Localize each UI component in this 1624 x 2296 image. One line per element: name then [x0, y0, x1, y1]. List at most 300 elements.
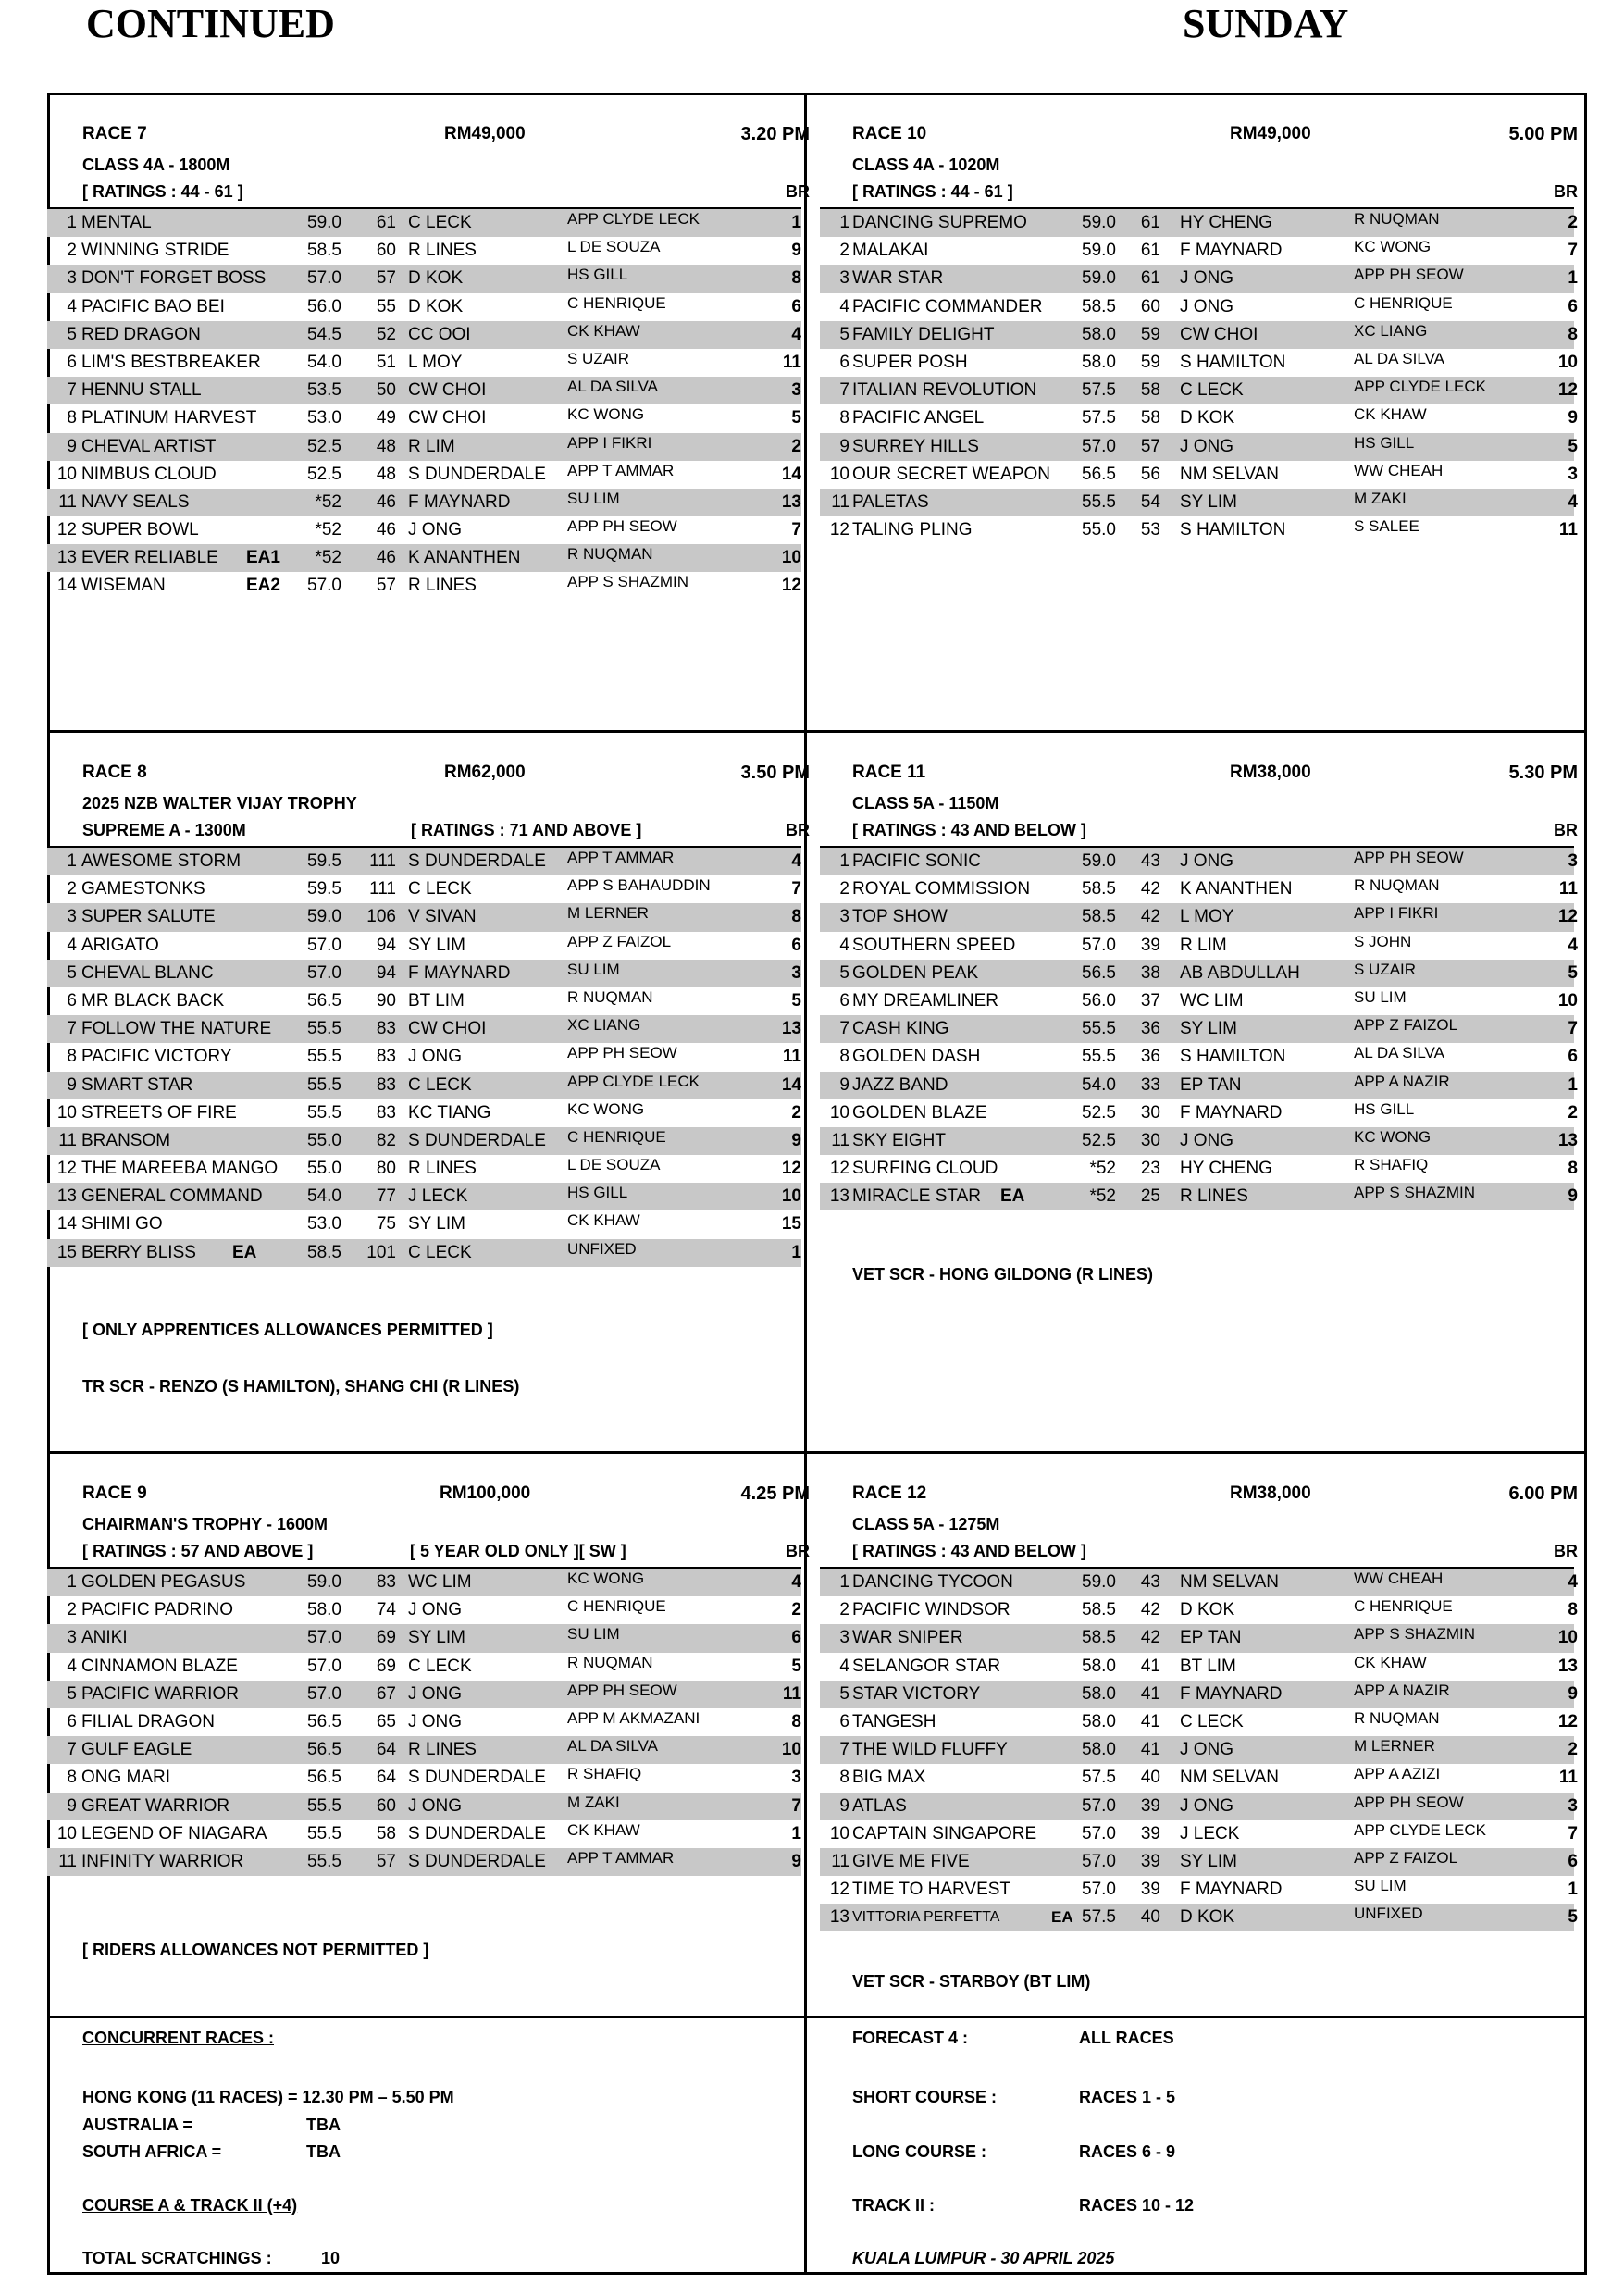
runner-number: 10: [56, 464, 77, 484]
jockey: D KOK: [1180, 1907, 1235, 1928]
runner-number: 9: [839, 436, 849, 456]
race-number: RACE 12: [852, 1483, 927, 1503]
trainer: APP PH SEOW: [567, 1044, 677, 1062]
horse-name: FILIAL DRAGON: [81, 1711, 215, 1731]
runner-number: 3: [67, 907, 77, 927]
runner-table: [47, 1567, 801, 1876]
weight: *52: [315, 548, 341, 568]
rating: 74: [376, 1600, 396, 1620]
barrier: 3: [1568, 464, 1578, 484]
runner-row: [820, 1072, 1578, 1099]
center-divider: [804, 93, 807, 2017]
rating: 25: [1140, 1186, 1160, 1207]
weight: *52: [1089, 1186, 1116, 1207]
trainer: WW CHEAH: [1354, 461, 1444, 479]
horse-name: PACIFIC WINDSOR: [852, 1600, 1010, 1620]
weight: 54.0: [307, 352, 341, 372]
jockey: J ONG: [408, 1711, 463, 1731]
br-header: BR: [1554, 1542, 1578, 1560]
header-continued: CONTINUED: [86, 1, 335, 46]
weight: 52.5: [1082, 1102, 1116, 1123]
jockey: K ANANTHEN: [408, 548, 521, 568]
race-8-note: [ ONLY APPRENTICES ALLOWANCES PERMITTED ]: [82, 1321, 493, 1339]
runner-number: 6: [67, 1711, 77, 1731]
runner-row: [820, 1681, 1578, 1708]
weight: 59.0: [1082, 268, 1116, 289]
runner-number: 9: [67, 1074, 77, 1095]
rating: 61: [1140, 213, 1160, 232]
rating: 36: [1140, 1019, 1160, 1039]
barrier: 8: [1568, 1600, 1578, 1620]
barrier: 8: [1568, 1159, 1578, 1179]
rating: 39: [1140, 1851, 1160, 1871]
rating: 83: [376, 1572, 396, 1592]
race-class: CLASS 5A - 1150M: [852, 794, 999, 813]
runner-number: 15: [56, 1242, 77, 1262]
runner-number: 9: [839, 1795, 849, 1816]
header-day: SUNDAY: [1183, 1, 1349, 46]
runner-number: 8: [67, 1768, 77, 1788]
weight: 55.0: [307, 1130, 341, 1150]
runner-row: [47, 1708, 801, 1736]
trainer: C HENRIQUE: [1354, 293, 1453, 312]
weight: 55.0: [1082, 520, 1116, 540]
trainer: APP PH SEOW: [567, 517, 677, 536]
barrier: 10: [781, 1186, 801, 1207]
trainer: APP A AZIZI: [1354, 1765, 1441, 1783]
runner-row: [47, 572, 801, 600]
barrier: 3: [1568, 851, 1578, 871]
weight: 56.0: [307, 296, 341, 316]
runner-number: 8: [839, 1768, 849, 1788]
runner-row: [820, 1569, 1578, 1596]
runner-number: 2: [67, 879, 77, 900]
rating: 41: [1140, 1656, 1160, 1676]
barrier: 3: [791, 962, 801, 983]
race-ratings: [ RATINGS : 43 AND BELOW ]: [852, 1542, 1086, 1560]
runner-row: [47, 987, 801, 1015]
runner-number: 9: [839, 1074, 849, 1095]
trainer: CK KHAW: [1354, 1653, 1427, 1671]
entry-tag: EA: [232, 1242, 257, 1262]
runner-row: [47, 433, 801, 461]
rating: 83: [376, 1074, 396, 1095]
horse-name: DANCING TYCOON: [852, 1572, 1013, 1592]
runner-row: [47, 516, 801, 544]
trainer: SU LIM: [567, 1625, 620, 1644]
runner-number: 8: [67, 1047, 77, 1067]
jockey: F MAYNARD: [408, 491, 511, 512]
runner-number: 2: [67, 241, 77, 261]
trainer: SU LIM: [1354, 1877, 1407, 1895]
horse-name: TANGESH: [852, 1711, 936, 1731]
horse-name: LIM'S BESTBREAKER: [81, 352, 261, 372]
barrier: 11: [782, 1047, 801, 1067]
jockey: AB ABDULLAH: [1180, 962, 1300, 983]
jockey: CW CHOI: [408, 380, 487, 401]
runner-row: [47, 209, 801, 237]
horse-name: STREETS OF FIRE: [81, 1102, 237, 1123]
horse-name: BERRY BLISS: [81, 1242, 196, 1262]
br-header: BR: [786, 1542, 810, 1560]
runner-number: 1: [839, 213, 849, 232]
weight: 52.5: [307, 436, 341, 456]
jockey: J LECK: [408, 1186, 468, 1207]
runner-number: 14: [56, 576, 77, 596]
horse-name: BIG MAX: [852, 1768, 926, 1788]
runner-row: [820, 377, 1578, 404]
weight: 57.0: [1082, 1823, 1116, 1843]
horse-name: TALING PLING: [852, 520, 973, 540]
horse-name: GOLDEN PEAK: [852, 962, 979, 983]
runner-row: [47, 932, 801, 960]
barrier: 6: [791, 296, 801, 316]
horse-name: MY DREAMLINER: [852, 990, 999, 1011]
horse-name: CAPTAIN SINGAPORE: [852, 1823, 1037, 1843]
barrier: 7: [1568, 241, 1578, 261]
runner-row: [820, 932, 1578, 960]
trainer: APP S BAHAUDDIN: [567, 876, 711, 895]
runner-row: [47, 293, 801, 321]
weight: 53.5: [307, 380, 341, 401]
horse-name: JAZZ BAND: [852, 1074, 948, 1095]
trainer: KC WONG: [1354, 238, 1432, 256]
divider-2: [47, 1451, 1587, 1454]
trainer: APP Z FAIZOL: [567, 932, 672, 950]
jockey: D KOK: [1180, 408, 1235, 428]
trainer: L DE SOUZA: [567, 1156, 661, 1174]
race-number: RACE 7: [82, 124, 147, 143]
barrier: 13: [1557, 1130, 1578, 1150]
jockey: J ONG: [1180, 1130, 1234, 1150]
barrier: 12: [1557, 1711, 1578, 1731]
barrier: 6: [1568, 296, 1578, 316]
barrier: 10: [781, 1740, 801, 1760]
rating: 58: [1140, 408, 1160, 428]
runner-number: 6: [839, 352, 849, 372]
barrier: 7: [1568, 1019, 1578, 1039]
jockey: J LECK: [1180, 1823, 1240, 1843]
barrier: 11: [1558, 1768, 1578, 1788]
entry-tag: EA: [1000, 1186, 1025, 1207]
jockey: L MOY: [1180, 907, 1234, 927]
barrier: 6: [791, 1628, 801, 1648]
weight: 57.0: [1082, 1880, 1116, 1900]
br-header: BR: [1554, 182, 1578, 201]
runner-row: [820, 903, 1578, 931]
weight: 58.0: [1082, 1711, 1116, 1731]
barrier: 9: [791, 1851, 801, 1871]
barrier: 8: [791, 268, 801, 289]
runner-number: 2: [67, 1600, 77, 1620]
barrier: 5: [1568, 1907, 1578, 1928]
weight: *52: [315, 491, 341, 512]
barrier: 1: [791, 1242, 801, 1262]
weight: 59.0: [307, 1572, 341, 1592]
weight: 55.5: [307, 1074, 341, 1095]
barrier: 8: [791, 907, 801, 927]
weight: *52: [315, 520, 341, 540]
race-7-panel: [47, 124, 810, 601]
runner-number: 5: [67, 1683, 77, 1704]
runner-row: [47, 875, 801, 903]
runner-number: 12: [829, 520, 849, 540]
horse-name: FAMILY DELIGHT: [852, 324, 995, 344]
barrier: 7: [791, 520, 801, 540]
horse-name: THE MAREEBA MANGO: [81, 1159, 279, 1179]
runner-row: [47, 404, 801, 432]
barrier: 12: [781, 1159, 801, 1179]
runner-table: [820, 207, 1578, 544]
race-conditions: [ 5 YEAR OLD ONLY ][ SW ]: [410, 1542, 626, 1560]
runner-row: [820, 209, 1578, 237]
runner-row: [47, 1099, 801, 1127]
rating: 111: [369, 851, 396, 871]
weight: 56.5: [307, 1768, 341, 1788]
horse-name: SUPER SALUTE: [81, 907, 216, 927]
runner-number: 11: [58, 1851, 77, 1871]
race-class: CLASS 4A - 1020M: [852, 155, 1000, 174]
trainer: APP CLYDE LECK: [567, 210, 700, 228]
barrier: 4: [791, 324, 801, 344]
weight: 59.0: [1082, 241, 1116, 261]
rating: 39: [1140, 1823, 1160, 1843]
weight: 57.5: [1082, 1907, 1116, 1928]
jockey: J ONG: [1180, 268, 1234, 289]
trainer: XC LIANG: [1354, 321, 1428, 340]
barrier: 10: [1557, 990, 1578, 1011]
rating: 46: [376, 548, 396, 568]
runner-number: 5: [839, 1683, 849, 1704]
runner-row: [820, 1820, 1578, 1848]
weight: 57.0: [307, 1683, 341, 1704]
weight: *52: [1089, 1159, 1116, 1179]
race-prize: RM38,000: [1230, 1483, 1311, 1503]
barrier: 11: [782, 1683, 801, 1704]
weight: 59.0: [1082, 213, 1116, 232]
jockey: D KOK: [1180, 1600, 1235, 1620]
rating: 46: [376, 520, 396, 540]
weight: 55.5: [1082, 491, 1116, 512]
trainer: APP T AMMAR: [567, 1848, 675, 1867]
horse-name: SKY EIGHT: [852, 1130, 947, 1150]
jockey: J ONG: [1180, 1740, 1234, 1760]
trainer: WW CHEAH: [1354, 1570, 1444, 1587]
horse-name: CHEVAL BLANC: [81, 962, 214, 983]
weight: 53.0: [307, 408, 341, 428]
rating: 83: [376, 1019, 396, 1039]
rating: 64: [376, 1740, 396, 1760]
divider-3: [47, 2016, 1587, 2018]
race-time: 3.50 PM: [740, 763, 810, 783]
barrier: 4: [1568, 935, 1578, 955]
trainer: S UZAIR: [567, 349, 630, 367]
weight: 56.5: [1082, 464, 1116, 484]
rating: 61: [376, 213, 396, 232]
rating: 42: [1140, 1600, 1160, 1620]
race-9-note: [ RIDERS ALLOWANCES NOT PERMITTED ]: [82, 1941, 429, 1959]
race-prize: RM38,000: [1230, 763, 1311, 782]
race-prize: RM100,000: [440, 1483, 531, 1503]
course-track: COURSE A & TRACK II (+4): [82, 2196, 298, 2215]
horse-name: PLATINUM HARVEST: [81, 408, 257, 428]
concurrent-sa-value: TBA: [306, 2142, 341, 2161]
rating: 33: [1140, 1074, 1160, 1095]
trainer: APP A NAZIR: [1354, 1072, 1450, 1090]
horse-name: PACIFIC SONIC: [852, 851, 981, 871]
weight: 58.5: [1082, 879, 1116, 900]
runner-row: [47, 1183, 801, 1210]
weight: 57.0: [1082, 935, 1116, 955]
trainer: AL DA SILVA: [1354, 349, 1444, 367]
rating: 43: [1140, 1572, 1160, 1592]
race-ratings: [ RATINGS : 44 - 61 ]: [852, 182, 1013, 201]
jockey: J ONG: [408, 1600, 463, 1620]
runner-row: [820, 1624, 1578, 1652]
trainer: XC LIANG: [567, 1016, 641, 1035]
barrier: 2: [1568, 1740, 1578, 1760]
rating: 64: [376, 1768, 396, 1788]
weight: 55.5: [307, 1795, 341, 1816]
br-header: BR: [786, 821, 810, 839]
runner-number: 6: [839, 990, 849, 1011]
weight: 55.5: [307, 1047, 341, 1067]
horse-name: PACIFIC COMMANDER: [852, 296, 1043, 316]
weight: 56.5: [1082, 962, 1116, 983]
jockey: S HAMILTON: [1180, 352, 1286, 372]
horse-name: PACIFIC VICTORY: [81, 1047, 232, 1067]
rating: 30: [1140, 1102, 1160, 1123]
barrier: 2: [791, 436, 801, 456]
trainer: C HENRIQUE: [567, 1127, 666, 1146]
jockey: F MAYNARD: [1180, 1683, 1283, 1704]
runner-number: 7: [839, 380, 849, 401]
trainer: KC WONG: [567, 1570, 645, 1587]
weight: 53.0: [307, 1214, 341, 1235]
weight: 58.0: [1082, 352, 1116, 372]
runner-row: [820, 461, 1578, 489]
rating: 61: [1140, 268, 1160, 289]
jockey: R LIM: [1180, 935, 1227, 955]
trainer: HS GILL: [1354, 433, 1415, 452]
long-course-label: LONG COURSE :: [852, 2142, 987, 2161]
weight: 58.5: [1082, 296, 1116, 316]
jockey: L MOY: [408, 352, 463, 372]
jockey: HY CHENG: [1180, 213, 1272, 232]
horse-name: SUPER BOWL: [81, 520, 199, 540]
weight: 57.0: [1082, 436, 1116, 456]
barrier: 1: [791, 1823, 801, 1843]
runner-row: [820, 848, 1578, 875]
rating: 39: [1140, 935, 1160, 955]
trainer: APP PH SEOW: [567, 1681, 677, 1699]
rating: 59: [1140, 324, 1160, 344]
barrier: 2: [1568, 213, 1578, 232]
trainer: APP S SHAZMIN: [1354, 1625, 1475, 1644]
horse-name: STAR VICTORY: [852, 1683, 981, 1704]
trainer: M LERNER: [1354, 1737, 1435, 1756]
weight: 57.0: [307, 962, 341, 983]
race-time: 5.30 PM: [1508, 763, 1578, 783]
race-8-scratchings: TR SCR - RENZO (S HAMILTON), SHANG CHI (R LINES): [82, 1377, 520, 1396]
trainer: APP CLYDE LECK: [567, 1072, 700, 1090]
weight: 55.5: [1082, 1047, 1116, 1067]
race-ratings: [ RATINGS : 57 AND ABOVE ]: [82, 1542, 314, 1560]
jockey: S DUNDERDALE: [408, 851, 546, 871]
barrier: 5: [791, 1656, 801, 1676]
runner-row: [820, 1876, 1578, 1904]
horse-name: ITALIAN REVOLUTION: [852, 380, 1037, 401]
race-number: RACE 9: [82, 1483, 147, 1503]
trainer: HS GILL: [567, 266, 628, 284]
trainer: R SHAFIQ: [567, 1765, 642, 1783]
runner-row: [47, 1127, 801, 1155]
concurrent-au-value: TBA: [306, 2116, 341, 2134]
rating: 69: [376, 1628, 396, 1648]
runner-number: 11: [58, 491, 77, 512]
rating: 41: [1140, 1683, 1160, 1704]
horse-name: CASH KING: [852, 1019, 949, 1039]
rating: 90: [376, 990, 396, 1011]
horse-name: GOLDEN BLAZE: [852, 1102, 987, 1123]
runner-number: 1: [67, 1572, 77, 1592]
runner-number: 8: [67, 408, 77, 428]
runner-row: [47, 1624, 801, 1652]
race-11-panel: [820, 763, 1578, 1210]
horse-name: MIRACLE STAR: [852, 1186, 982, 1207]
barrier: 13: [781, 491, 801, 512]
horse-name: NAVY SEALS: [81, 491, 190, 512]
track-label: TRACK II :: [852, 2196, 935, 2215]
barrier: 9: [1568, 1186, 1578, 1207]
jockey: CW CHOI: [1180, 324, 1258, 344]
trainer: CK KHAW: [1354, 405, 1427, 424]
horse-name: GENERAL COMMAND: [81, 1186, 263, 1207]
runner-number: 12: [56, 520, 77, 540]
runner-number: 4: [839, 1656, 849, 1676]
horse-name: SMART STAR: [81, 1074, 193, 1095]
rating: 67: [376, 1683, 396, 1704]
runner-row: [47, 1596, 801, 1624]
race-number: RACE 11: [852, 763, 926, 782]
runner-number: 10: [829, 1823, 849, 1843]
jockey: S DUNDERDALE: [408, 1851, 546, 1871]
horse-name: SHIMI GO: [81, 1214, 163, 1235]
barrier: 1: [791, 213, 801, 232]
short-course-value: RACES 1 - 5: [1079, 2088, 1176, 2106]
trainer: APP PH SEOW: [1354, 1793, 1464, 1811]
jockey: NM SELVAN: [1180, 464, 1279, 484]
rating: 48: [376, 464, 396, 484]
runner-number: 7: [67, 380, 77, 401]
horse-name: VITTORIA PERFETTA: [852, 1909, 1000, 1926]
runner-row: [820, 404, 1578, 432]
runner-row: [47, 265, 801, 292]
weight: 58.5: [1082, 907, 1116, 927]
weight: 54.0: [307, 1186, 341, 1207]
horse-name: ATLAS: [852, 1795, 907, 1816]
runner-number: 6: [67, 352, 77, 372]
barrier: 7: [791, 1795, 801, 1816]
jockey: SY LIM: [1180, 1019, 1237, 1039]
rating: 60: [376, 241, 396, 261]
trainer: CK KHAW: [567, 1211, 640, 1230]
barrier: 6: [1568, 1047, 1578, 1067]
runner-number: 4: [67, 296, 77, 316]
trainer: APP S SHAZMIN: [1354, 1184, 1475, 1202]
barrier: 6: [791, 935, 801, 955]
horse-name: PACIFIC BAO BEI: [81, 296, 225, 316]
